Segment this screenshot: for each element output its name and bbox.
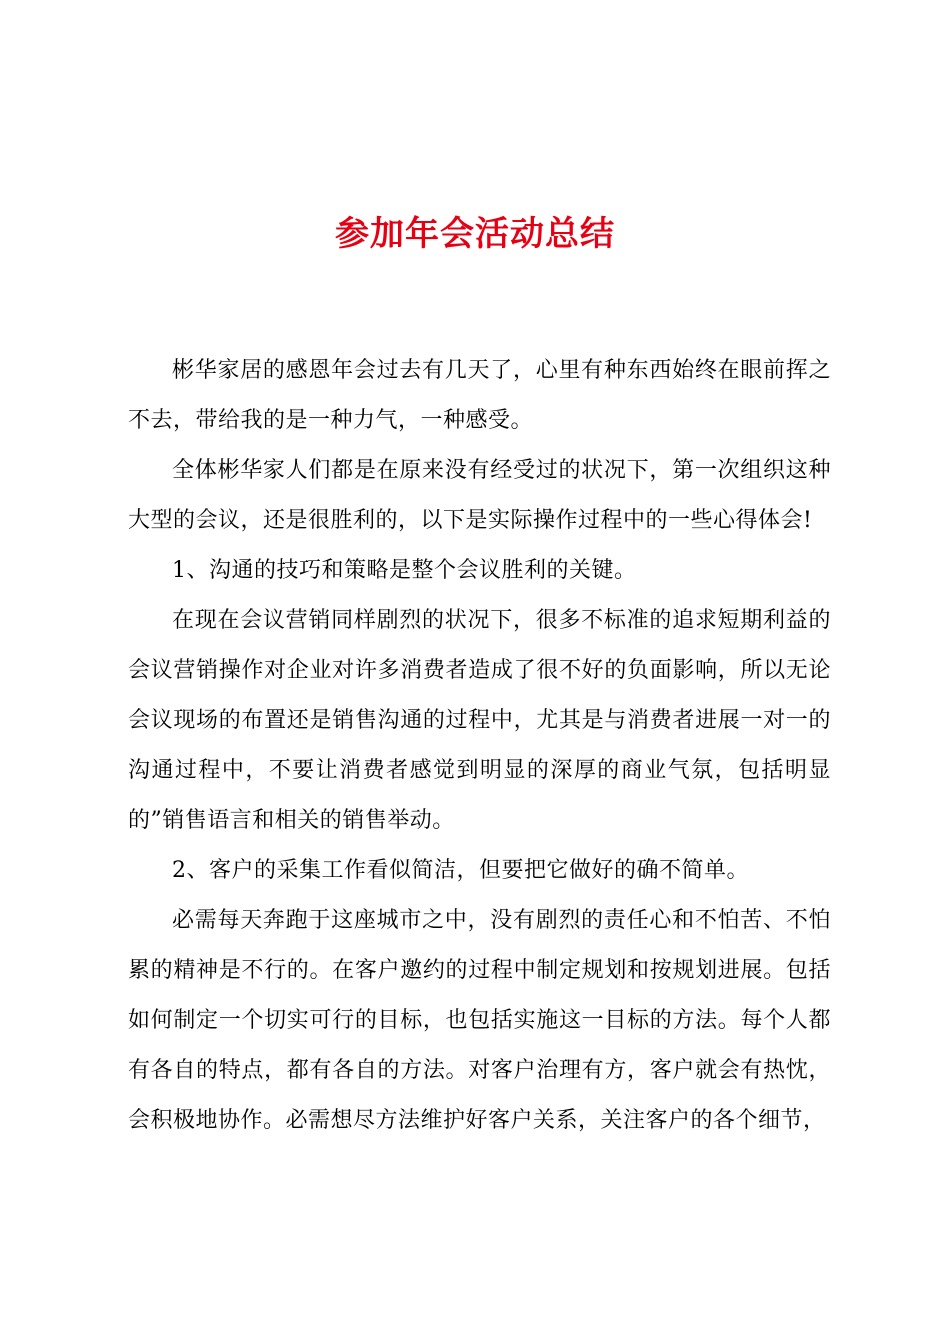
paragraph-point-1-heading: 1、沟通的技巧和策略是整个会议胜利的关键。 (172, 558, 637, 583)
document-title: 参加年会活动总结 (335, 214, 615, 254)
paragraph-point-1-body: 在现在会议营销同样剧烈的状况下，很多不标准的追求短期利益的会议营销操作对企业对许多消费者造成了很不好的负面影响，所以无论会议现场的布置还是销售沟通的过程中，尤其是与消费者进展一对一的沟通过程中，不要让消费者感觉到明显的深厚的商业气氛，包括明显的”销售语言和相关的销售举动。 (128, 608, 831, 833)
paragraph-point-2-heading: 2、客户的采集工作看似简洁，但要把它做好的确不简单。 (172, 858, 749, 883)
paragraph-point-2-body: 必需每天奔跑于这座城市之中，没有剧烈的责任心和不怕苦、不怕累的精神是不行的。在客户邀约的过程中制定规划和按规划进展。包括如何制定一个切实可行的目标，也包括实施这一目标的方法。每个人都有各自的特点，都有各自的方法。对客户治理有方，客户就会有热忱，会积极地协作。必需想尽方法维护好客户关系，关注客户的各个细节， (128, 908, 831, 1133)
paragraph-overview: 全体彬华家人们都是在原来没有经受过的状况下，第一次组织这种大型的会议，还是很胜利的，以下是实际操作过程中的一些心得体会! (128, 458, 831, 533)
document-body (128, 346, 831, 1146)
paragraph-intro: 彬华家居的感恩年会过去有几天了，心里有种东西始终在眼前挥之不去，带给我的是一种力气，一种感受。 (128, 358, 831, 433)
